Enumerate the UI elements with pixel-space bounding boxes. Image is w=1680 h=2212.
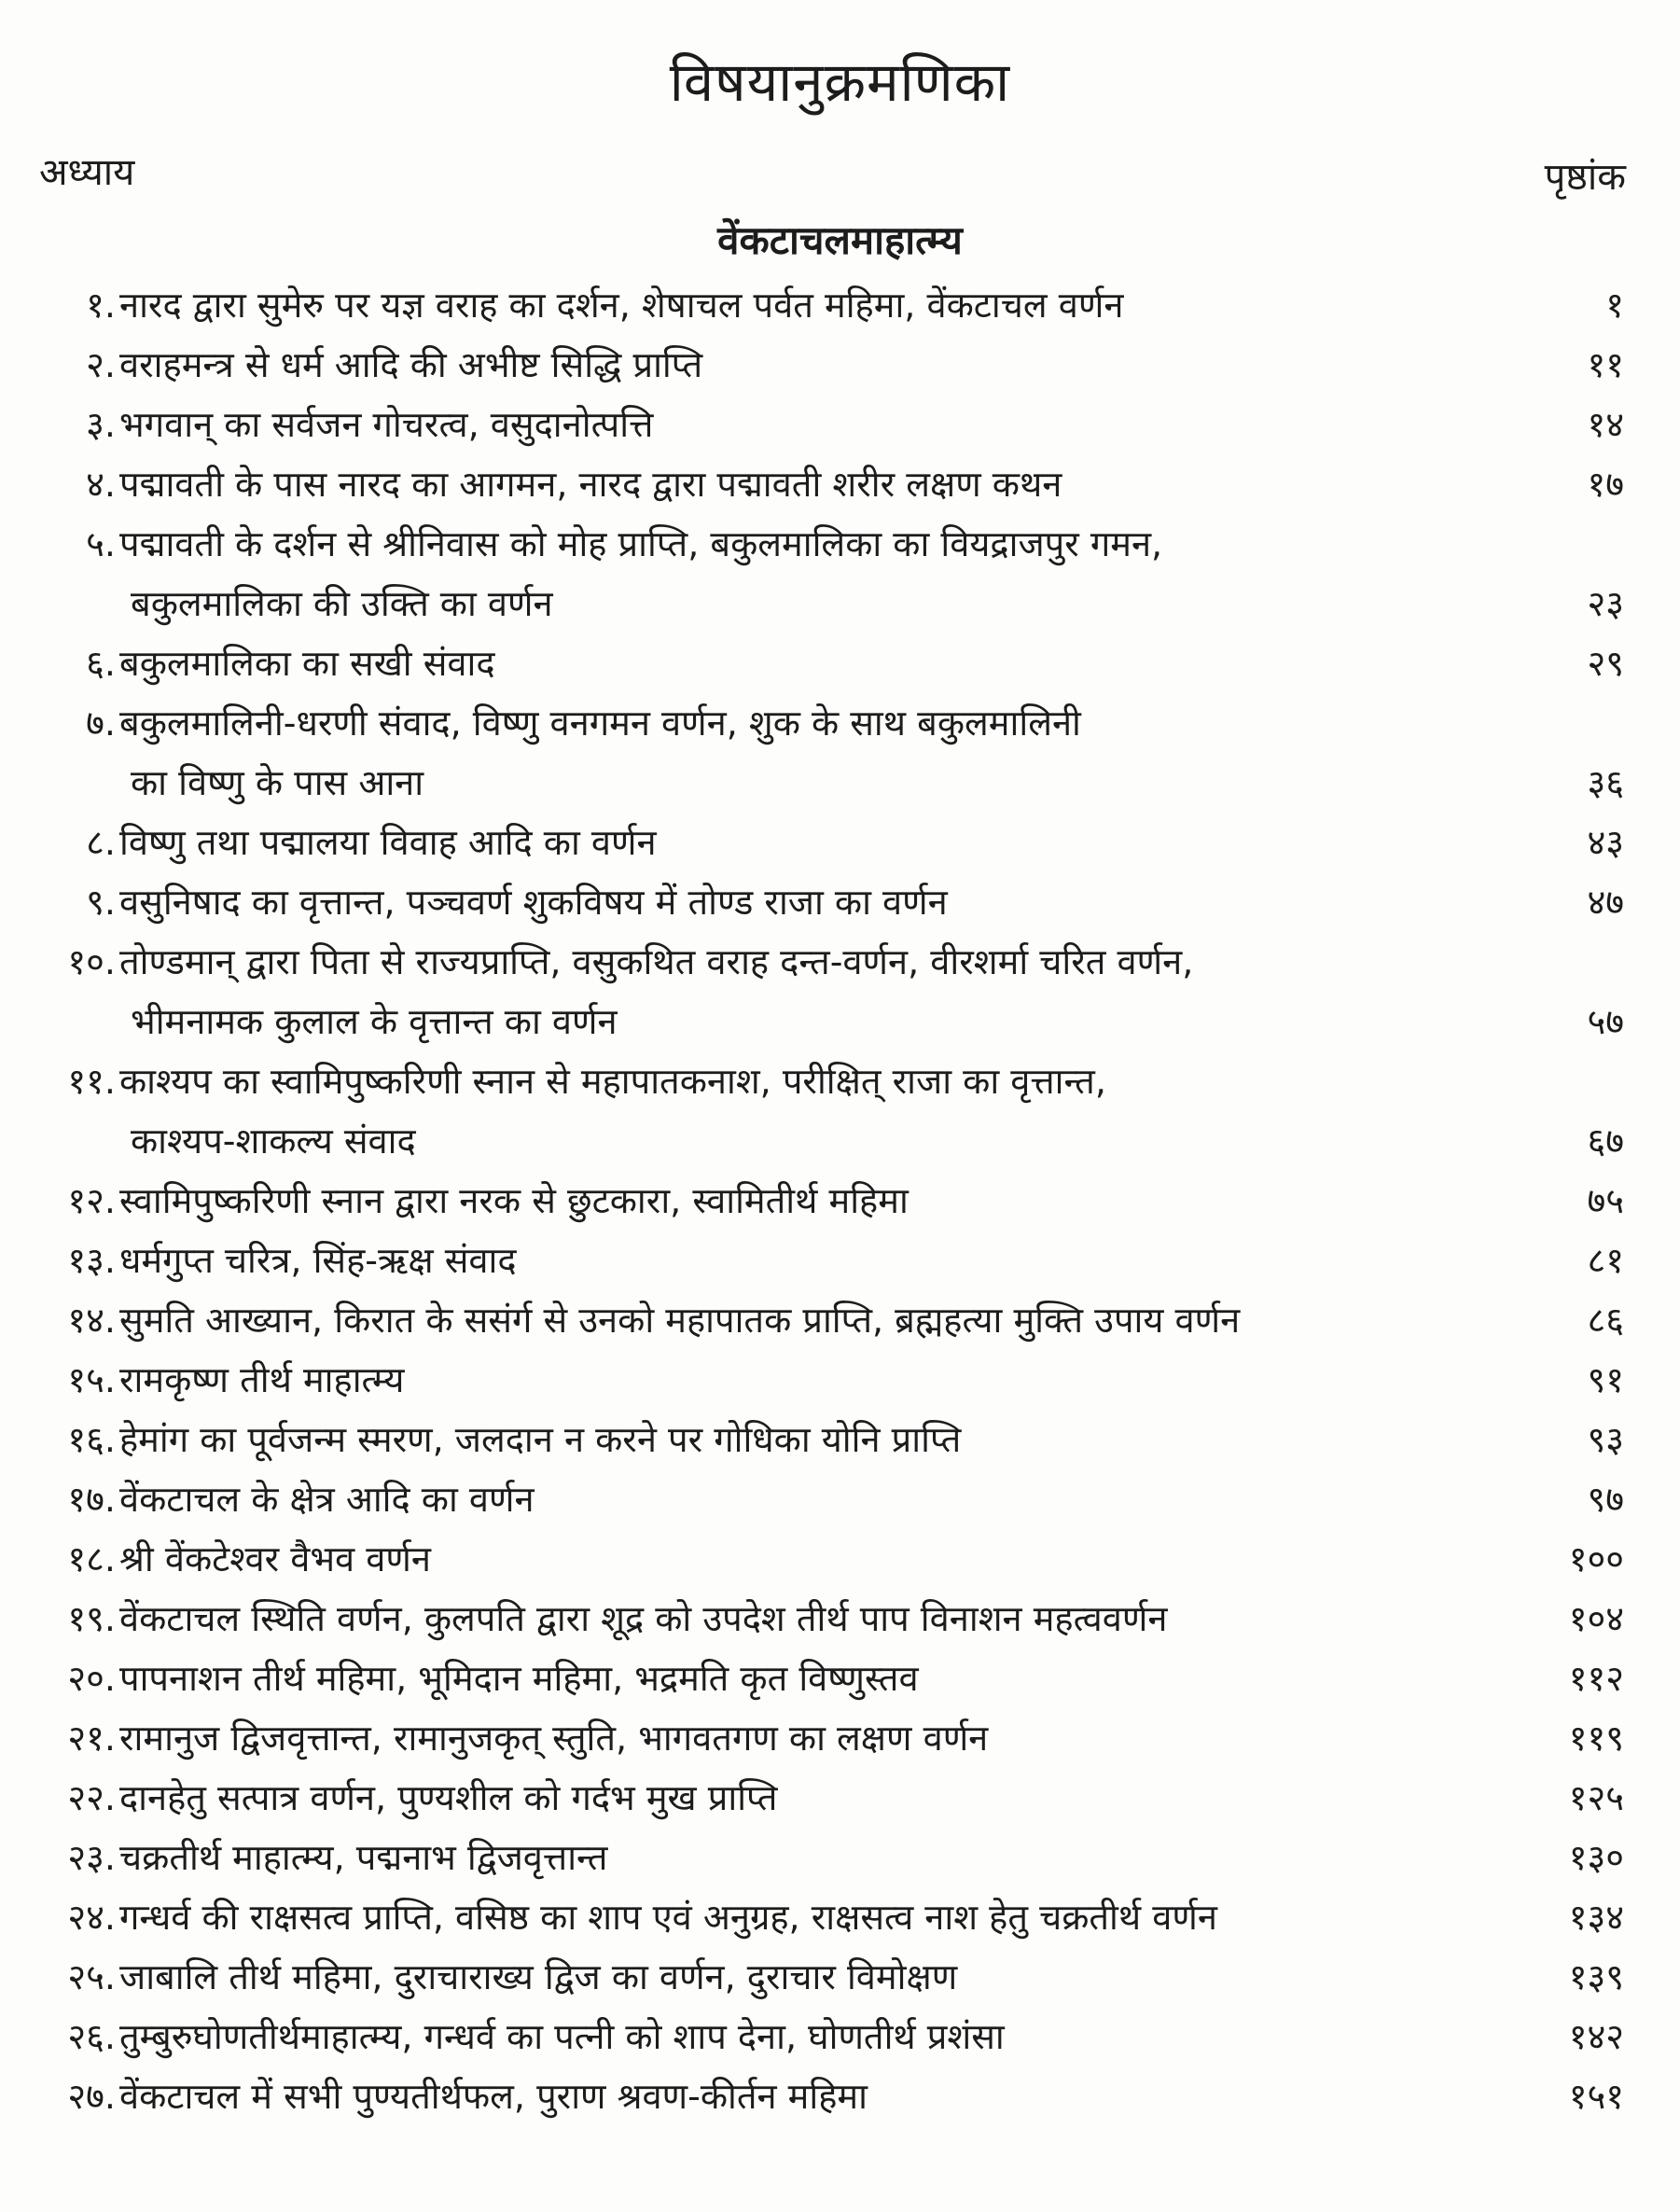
toc-entry [0,693,1680,813]
page-number: ११९ [1568,1718,1624,1759]
chapter-number: २. [86,344,116,385]
page-number: ९७ [1587,1479,1624,1520]
toc-entry [0,1649,1680,1708]
chapter-number: ६. [86,643,116,684]
chapter-title-line: भीमनामक कुलाल के वृत्तान्त का वर्णन [131,1001,618,1042]
chapter-number: ९. [86,882,116,923]
chapter-number: ५. [86,523,116,564]
chapter-title-line: श्री वेंकटेश्वर वैभव वर्णन [119,1538,431,1579]
toc-entry [0,813,1680,872]
chapter-title-line: गन्धर्व की राक्षसत्व प्राप्ति, वसिष्ठ का शाप एवं अनुग्रह, राक्षसत्व नाश हेतु चक्रतीर्थ वर्णन [119,1897,1217,1938]
chapter-title-line: काश्यप का स्वामिपुष्करिणी स्नान से महापातकनाश, परीक्षित् राजा का वृत्तान्त, [119,1061,1106,1102]
chapter-title-line: स्वामिपुष्करिणी स्नान द्वारा नरक से छुटकारा, स्वामितीर्थ महिमा [119,1180,909,1221]
toc-entry [0,1350,1680,1410]
toc-entry [0,1768,1680,1828]
page-number: १४ [1587,404,1624,445]
chapter-number: २५. [67,1956,116,1997]
chapter-title-line: नारद द्वारा सुमेरु पर यज्ञ वराह का दर्शन, शेषाचल पर्वत महिमा, वेंकटाचल वर्णन [119,285,1124,326]
page-number: २९ [1587,643,1624,684]
chapter-title-line: विष्णु तथा पद्मालया विवाह आदि का वर्णन [119,822,657,863]
chapter-title-line: सुमति आख्यान, किरात के ससंर्ग से उनको महापातक प्राप्ति, ब्रह्महत्या मुक्ति उपाय वर्णन [119,1300,1241,1341]
chapter-title-line: भगवान् का सर्वजन गोचरत्व, वसुदानोत्पत्ति [119,404,654,445]
page-number: १२५ [1568,1777,1624,1818]
page-number: ५७ [1587,1001,1624,1042]
toc-entry [0,395,1680,454]
chapter-number: ८. [86,822,116,863]
page-number: ९३ [1587,1419,1624,1460]
toc-list [0,275,1680,2126]
page-number: १ [1605,285,1624,326]
toc-entry [0,1947,1680,2007]
chapter-number: ७. [86,703,116,744]
page-number: ८६ [1587,1300,1624,1341]
chapter-title-line: तोण्डमान् द्वारा पिता से राज्यप्राप्ति, वसुकथित वराह दन्त-वर्णन, वीरशर्मा चरित वर्णन, [119,941,1194,982]
chapter-number: २४. [67,1897,116,1938]
chapter-number: २१. [67,1718,116,1759]
page-number: ७५ [1587,1180,1624,1221]
toc-entry [0,2007,1680,2066]
page-number: ९१ [1587,1359,1624,1400]
chapter-title-line: पापनाशन तीर्थ महिमा, भूमिदान महिमा, भद्रमति कृत विष्णुस्तव [119,1658,919,1699]
chapter-number: २७. [67,2076,116,2117]
chapter-title-line: चक्रतीर्थ माहात्म्य, पद्मनाभ द्विजवृत्तान्त [119,1837,608,1878]
toc-entry [0,1410,1680,1469]
chapter-title-line: वेंकटाचल में सभी पुण्यतीर्थफल, पुराण श्रवण-कीर्तन महिमा [119,2076,868,2117]
chapter-number: १६. [67,1419,116,1460]
chapter-number: ३. [86,404,116,445]
toc-entry [0,1469,1680,1529]
toc-entry [0,1589,1680,1649]
chapter-number: १४. [67,1300,116,1341]
chapter-number: ११. [67,1061,116,1102]
section-heading: वेंकटाचलमाहात्म्य [717,217,963,263]
page-number: १०० [1568,1538,1624,1579]
chapter-title-line: पद्मावती के पास नारद का आगमन, नारद द्वारा पद्मावती शरीर लक्षण कथन [119,464,1062,505]
chapter-title-line: हेमांग का पूर्वजन्म स्मरण, जलदान न करने पर गोधिका योनि प्राप्ति [119,1419,962,1460]
toc-entry [0,1529,1680,1589]
page-number: ४३ [1587,822,1624,863]
toc-entry [0,275,1680,335]
page-number: ११ [1587,344,1624,385]
toc-entry [0,514,1680,633]
chapter-column-header: अध्याय [39,151,135,194]
chapter-number: १९. [67,1598,116,1639]
toc-entry [0,1887,1680,1947]
page-number: १५१ [1568,2076,1624,2117]
toc-entry [0,454,1680,514]
chapter-number: २२. [67,1777,116,1818]
chapter-number: १८. [67,1538,116,1579]
chapter-title-line: रामकृष्ण तीर्थ माहात्म्य [119,1359,405,1400]
page-number: १३४ [1568,1897,1624,1938]
toc-entry [0,1828,1680,1887]
page-number: १३० [1568,1837,1624,1878]
page-number: १३९ [1568,1956,1624,1997]
page-number: १७ [1587,464,1624,505]
chapter-number: ४. [86,464,116,505]
page-number: १४२ [1568,2016,1624,2057]
toc-entry [0,1708,1680,1768]
chapter-title-line: वसुनिषाद का वृत्तान्त, पञ्चवर्ण शुकविषय में तोण्ड राजा का वर्णन [119,882,948,923]
page-number: ६७ [1587,1120,1624,1162]
toc-entry [0,1051,1680,1171]
toc-entry [0,932,1680,1051]
page-title: विषयानुक्रमणिका [669,50,1011,114]
page-number: ११२ [1568,1658,1624,1699]
chapter-title-line: का विष्णु के पास आना [131,762,424,803]
chapter-number: २६. [67,2016,116,2057]
chapter-title-line: काश्यप-शाकल्य संवाद [131,1120,416,1162]
chapter-title-line: रामानुज द्विजवृत्तान्त, रामानुजकृत् स्तुति, भागवतगण का लक्षण वर्णन [119,1718,989,1759]
page-number: ८१ [1587,1240,1624,1281]
page-number: ३६ [1587,762,1624,803]
chapter-title-line: वराहमन्त्र से धर्म आदि की अभीष्ट सिद्धि प्राप्ति [119,344,703,385]
chapter-title-line: जाबालि तीर्थ महिमा, दुराचाराख्य द्विज का वर्णन, दुराचार विमोक्षण [119,1956,958,1997]
chapter-number: १५. [67,1359,116,1400]
toc-entry [0,1290,1680,1350]
chapter-title-line: धर्मगुप्त चरित्र, सिंह-ऋक्ष संवाद [119,1240,517,1281]
chapter-number: २३. [67,1837,116,1878]
chapter-title-line: दानहेतु सत्पात्र वर्णन, पुण्यशील को गर्दभ मुख प्राप्ति [119,1777,778,1818]
toc-entry [0,1171,1680,1231]
page-number: ४७ [1587,882,1624,923]
chapter-number: १३. [67,1240,116,1281]
chapter-number: २०. [67,1658,116,1699]
chapter-number: १. [86,285,116,326]
toc-entry [0,335,1680,395]
chapter-title-line: पद्मावती के दर्शन से श्रीनिवास को मोह प्राप्ति, बकुलमालिका का वियद्राजपुर गमन, [119,523,1163,564]
chapter-number: १०. [67,941,116,982]
toc-entry [0,1231,1680,1290]
toc-entry [0,633,1680,693]
toc-entry [0,2066,1680,2126]
chapter-title-line: बकुलमालिका की उक्ति का वर्णन [131,583,553,624]
chapter-title-line: तुम्बुरुघोणतीर्थमाहात्म्य, गन्धर्व का पत्नी को शाप देना, घोणतीर्थ प्रशंसा [119,2016,1005,2057]
chapter-number: १२. [67,1180,116,1221]
chapter-number: १७. [67,1479,116,1520]
page-number: १०४ [1568,1598,1624,1639]
toc-entry [0,872,1680,932]
chapter-title-line: बकुलमालिका का सखी संवाद [119,643,495,684]
page-number-column-header: पृष्ठांक [1544,156,1626,199]
page-number: २३ [1587,583,1624,624]
chapter-title-line: बकुलमालिनी-धरणी संवाद, विष्णु वनगमन वर्णन, शुक के साथ बकुलमालिनी [119,703,1081,744]
chapter-title-line: वेंकटाचल स्थिति वर्णन, कुलपति द्वारा शूद्र को उपदेश तीर्थ पाप विनाशन महत्ववर्णन [119,1598,1168,1639]
chapter-title-line: वेंकटाचल के क्षेत्र आदि का वर्णन [119,1479,535,1520]
